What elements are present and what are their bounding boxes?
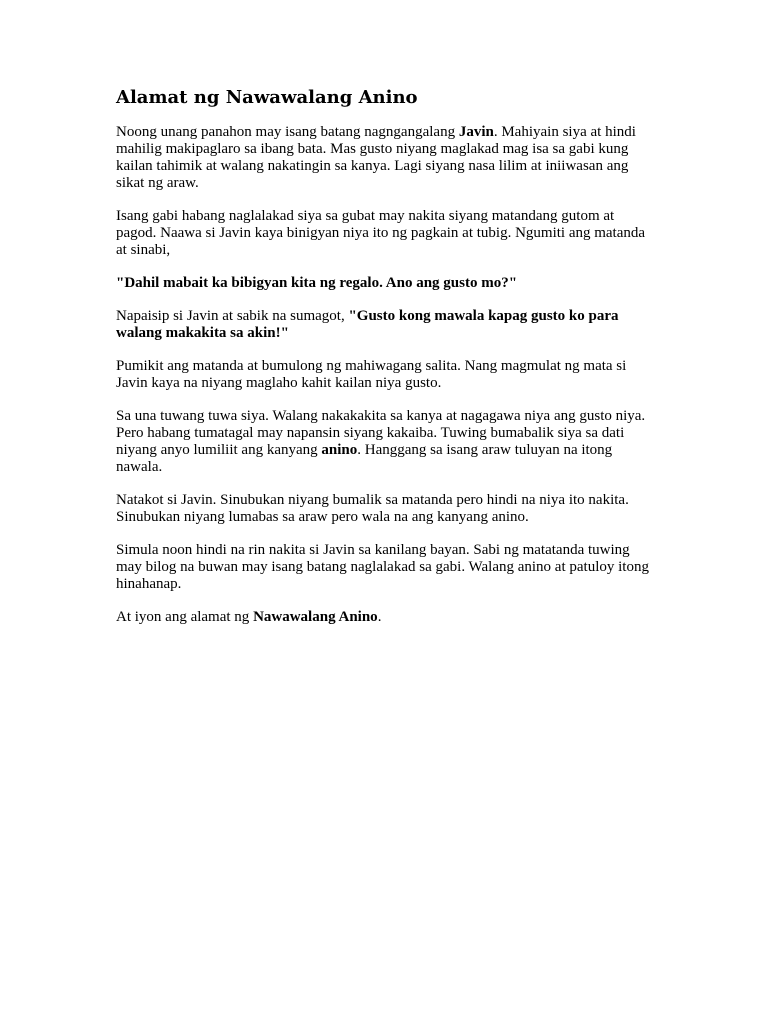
text-segment: At iyon ang alamat ng [116,609,254,625]
text-segment: Isang gabi habang naglalakad siya sa gubat may nakita siyang matandang gutom at pagod. Naawa si Javin kaya binigyan niya ito ng pagkain at tubig. Ngumiti ang matanda at sinabi, [116,208,646,258]
text-segment: . Hanggang sa isang araw tuluyan na itong nawala. [116,442,613,475]
document-page [116,84,656,642]
bold-title-reference: Nawawalang Anino [253,609,378,625]
paragraph-7 [116,492,656,526]
paragraph-9 [116,609,656,626]
bold-word-anino: anino [321,442,358,458]
paragraph-3-quote [116,275,656,292]
paragraph-4 [116,308,656,342]
text-segment: Noong unang panahon may isang batang nagngangalang [116,124,459,140]
text-segment: Sa una tuwang tuwa siya. Walang nakakakita sa kanya at nagagawa niya ang gusto niya. Pero habang tumatagal may napansin siyang kakaiba. Tuwing bumabalik siya sa dati niyang anyo lumiliit ang kanyang [116,408,646,458]
bold-quote-old-man: "Dahil mabait ka bibigyan kita ng regalo. Ano ang gusto mo?" [116,275,518,291]
text-segment: Natakot si Javin. Sinubukan niyang bumalik sa matanda pero hindi na niya ito nakita. Sinubukan niyang lumabas sa araw pero wala na ang kanyang anino. [116,492,629,525]
text-segment: Pumikit ang matanda at bumulong ng mahiwagang salita. Nang magmulat ng mata si Javin kaya na niyang maglaho kahit kailan niya gusto. [116,358,627,391]
paragraph-1 [116,124,656,192]
paragraph-5 [116,358,656,392]
document-title: Alamat ng Nawawalang Anino [116,87,418,108]
text-segment: . Mahiyain siya at hindi mahilig makipaglaro sa ibang bata. Mas gusto niyang maglakad mag isa sa gabi kung kailan tahimik at walang nakatingin sa kanya. Lagi siyang nasa lilim at iniiwasan ang sikat ng araw. [116,124,636,191]
text-segment: Simula noon hindi na rin nakita si Javin sa kanilang bayan. Sabi ng matatanda tuwing may bilog na buwan may isang batang naglalakad sa gabi. Walang anino at patuloy itong hinahanap. [116,542,649,592]
bold-quote-javin: "Gusto kong mawala kapag gusto ko para walang makakita sa akin!" [116,308,619,341]
bold-name-javin: Javin [458,124,494,140]
text-segment: Napaisip si Javin at sabik na sumagot, [116,308,349,324]
paragraph-6 [116,408,656,476]
paragraph-8 [116,542,656,593]
paragraph-2 [116,208,656,259]
text-segment: . [377,609,382,625]
